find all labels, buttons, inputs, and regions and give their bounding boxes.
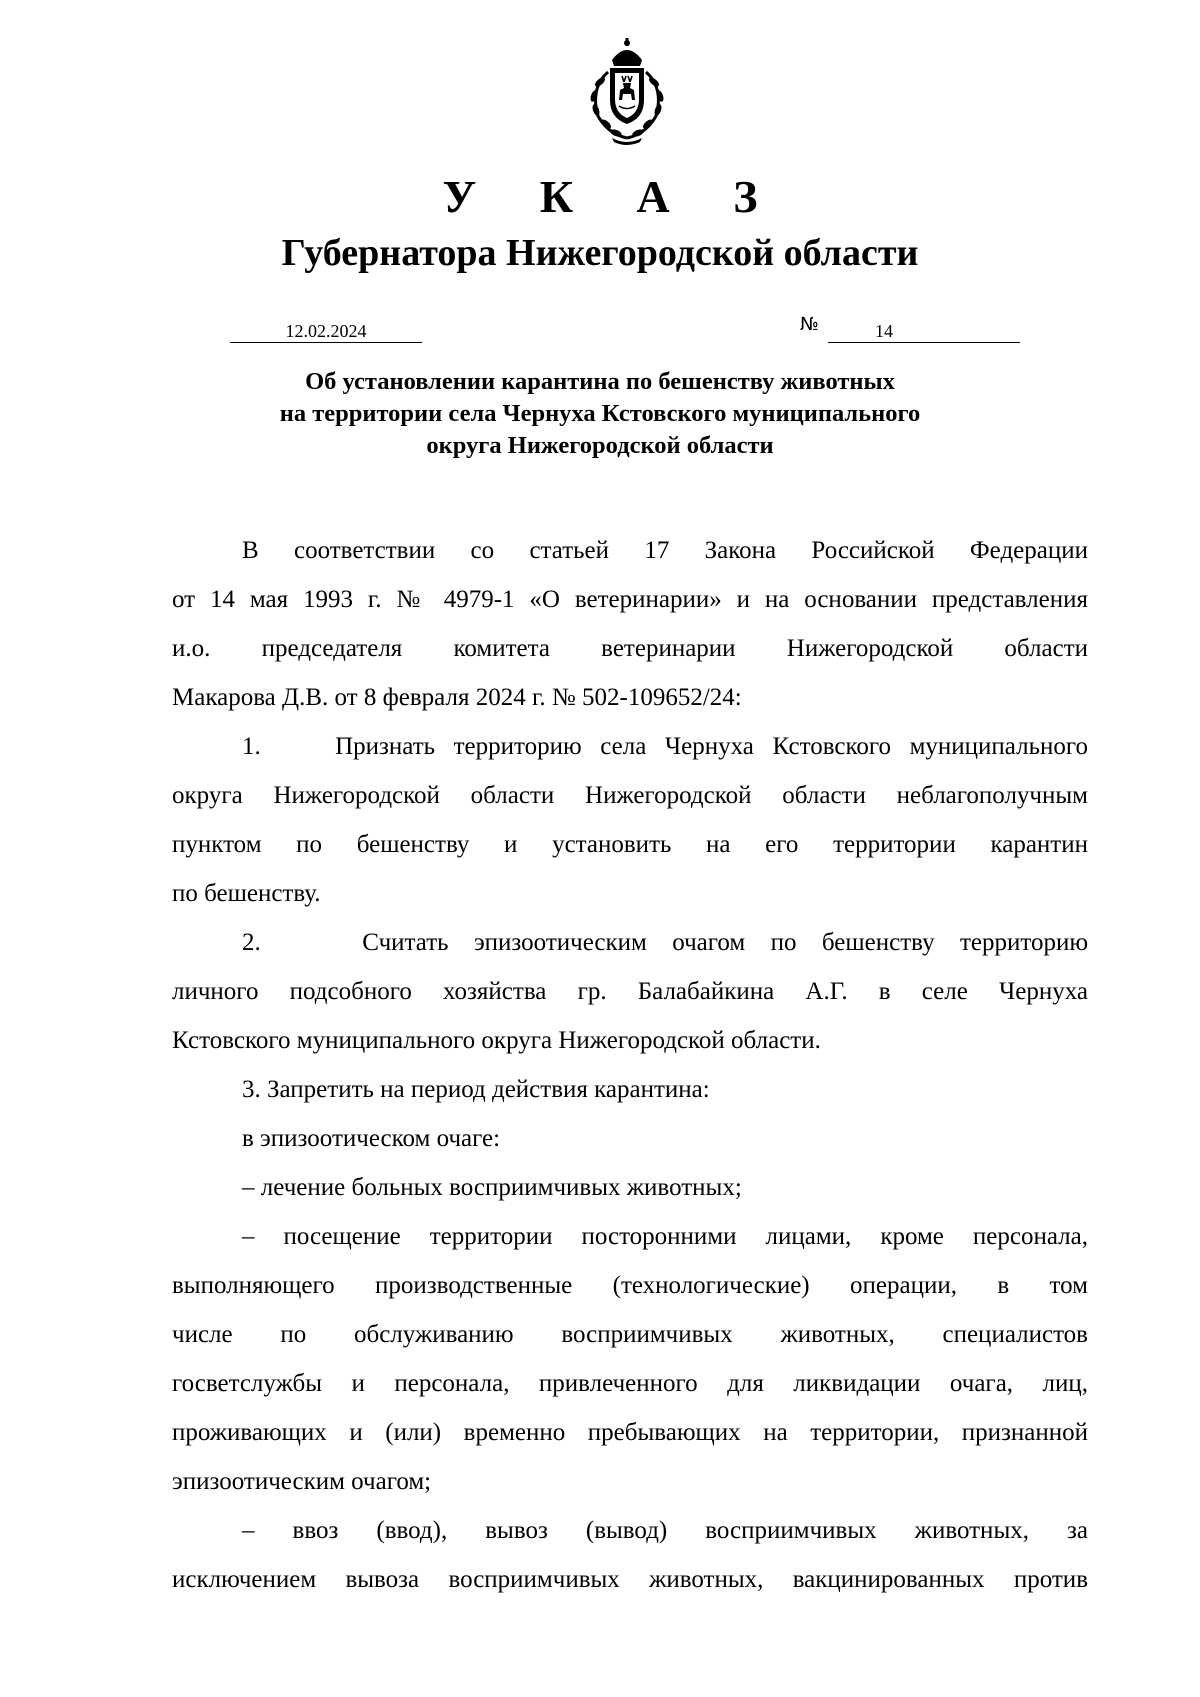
paragraph-line: 1. Признать территорию села Чернуха Кстовского муниципального [242,733,1088,760]
item-3-paragraph [172,1065,1088,1114]
paragraph-line: от 14 мая 1993 г. № 4979-1 «О ветеринарии» и на основании представления [172,586,1088,613]
paragraph-line: госветслужбы и персонала, привлеченного для ликвидации очага, лиц, [172,1370,1088,1397]
paragraph-line: проживающих и (или) временно пребывающих на территории, признанной [172,1419,1088,1446]
paragraph-line: эпизоотическим очагом; [172,1468,432,1495]
ban-3-paragraph [172,1506,1088,1604]
paragraph-line: – ввоз (ввод), вывоз (вывод) восприимчивых животных, за [242,1517,1088,1544]
document-number-field [828,320,1020,343]
paragraph-line: исключением вывоза восприимчивых животных, вакцинированных против [172,1566,1088,1593]
paragraph-line: 3. Запретить на период действия карантина: [242,1076,710,1103]
ban-2-paragraph [172,1212,1088,1506]
preamble-paragraph [172,526,1088,722]
paragraph-line: пунктом по бешенству и установить на его территории карантин [172,831,1088,858]
heading-line: на территории села Чернуха Кстовского муниципального [279,400,921,427]
paragraph-line: и.о. председателя комитета ветеринарии Нижегородской области [172,635,1088,662]
heading-line: Об установлении карантина по бешенству животных [305,368,895,395]
focus-label-paragraph [172,1114,1088,1163]
paragraph-line: – посещение территории посторонними лицами, кроме персонала, [242,1223,1088,1250]
document-title: У К А З [442,171,784,222]
paragraph-line: выполняющего производственные (технологические) операции, в том [172,1272,1088,1299]
decree-body [172,526,1088,1604]
paragraph-line: – лечение больных восприимчивых животных; [242,1174,742,1201]
number-label: № [800,314,819,335]
document-subtitle: Губернатора Нижегородской области [281,232,919,274]
decree-heading [0,366,1200,462]
heading-line: округа Нижегородской области [426,432,774,459]
paragraph-line: Макарова Д.В. от 8 февраля 2024 г. № 502-109652/24: [172,684,742,711]
item-1-paragraph [172,722,1088,918]
paragraph-line: округа Нижегородской области Нижегородской области неблагополучным [172,782,1088,809]
paragraph-line: числе по обслуживанию восприимчивых животных, специалистов [172,1321,1088,1348]
paragraph-line: 2. Считать эпизоотическим очагом по бешенству территорию [242,929,1088,956]
document-number: 14 [875,321,893,341]
ban-1-paragraph [172,1163,1088,1212]
document-date: 12.02.2024 [230,320,422,343]
paragraph-line: Кстовского муниципального округа Нижегородской области. [172,1027,821,1054]
paragraph-line: по бешенству. [172,880,321,907]
coat-of-arms-icon [568,38,686,148]
paragraph-line: в эпизоотическом очаге: [242,1125,501,1152]
paragraph-line: В соответствии со статьей 17 Закона Российской Федерации [242,537,1088,564]
paragraph-line: личного подсобного хозяйства гр. Балабайкина А.Г. в селе Чернуха [172,978,1088,1005]
item-2-paragraph [172,918,1088,1065]
